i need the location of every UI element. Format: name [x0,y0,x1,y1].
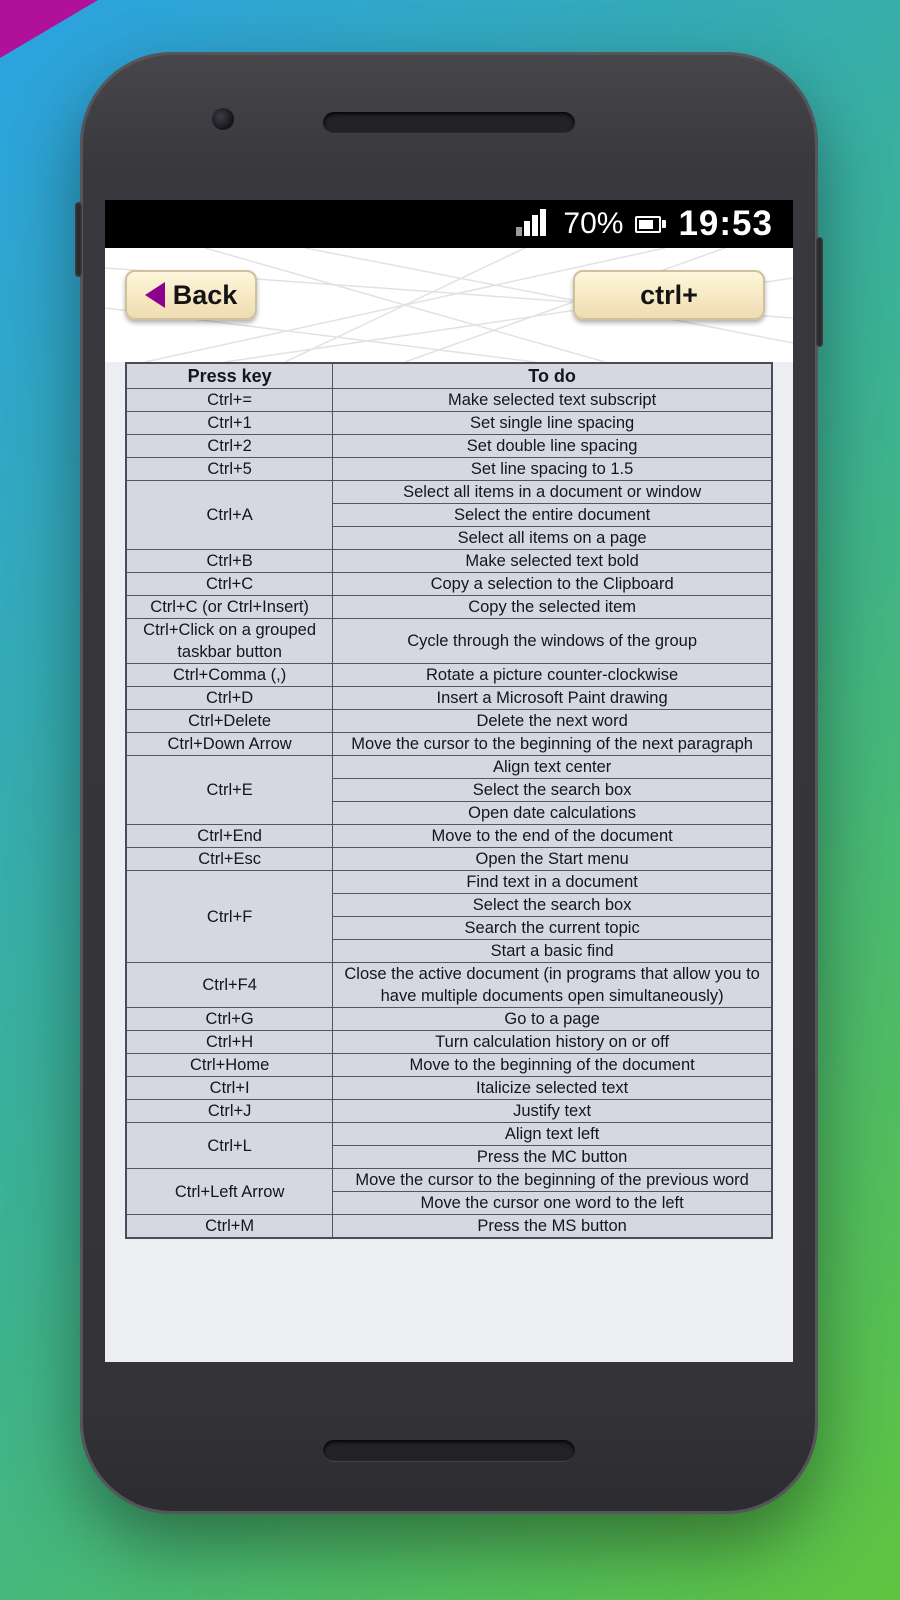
table-row [126,963,772,1008]
action-cell: Cycle through the windows of the group [333,619,772,664]
table-row [126,596,772,619]
key-cell: Ctrl+F [126,871,333,963]
back-button-label: Back [172,279,238,310]
action-cell: Italicize selected text [333,1077,772,1100]
key-cell: Ctrl+C [126,573,333,596]
action-cell: Select the search box [333,894,772,917]
key-cell: Ctrl+G [126,1008,333,1031]
key-cell: Ctrl+I [126,1077,333,1100]
key-cell: Ctrl+= [126,389,333,412]
table-row [126,1054,772,1077]
action-cell: Press the MS button [333,1215,772,1239]
table-row [126,573,772,596]
table-row [126,687,772,710]
key-cell: Ctrl+Down Arrow [126,733,333,756]
action-cell: Align text left [333,1123,772,1146]
category-title-label: ctrl+ [640,279,698,310]
action-cell: Start a basic find [333,940,772,963]
header [105,248,793,362]
column-header-to-do: To do [333,363,772,389]
action-cell: Delete the next word [333,710,772,733]
key-cell: Ctrl+C (or Ctrl+Insert) [126,596,333,619]
action-cell: Go to a page [333,1008,772,1031]
table-row [126,710,772,733]
earpiece-speaker [323,112,575,134]
action-cell: Select all items on a page [333,527,772,550]
key-cell: Ctrl+1 [126,412,333,435]
shortcut-table [125,362,773,1239]
action-cell: Justify text [333,1100,772,1123]
action-cell: Set double line spacing [333,435,772,458]
volume-button [75,202,82,277]
table-row [126,1100,772,1123]
action-cell: Insert a Microsoft Paint drawing [333,687,772,710]
key-cell: Ctrl+E [126,756,333,825]
key-cell: Ctrl+End [126,825,333,848]
table-header-row [126,363,772,389]
clock: 19:53 [678,204,773,243]
key-cell: Ctrl+Esc [126,848,333,871]
table-row [126,1123,772,1146]
key-cell: Ctrl+Comma (,) [126,664,333,687]
action-cell: Close the active document (in programs that allow you to have multiple documents open simultaneously) [333,963,772,1008]
action-cell: Make selected text subscript [333,389,772,412]
key-cell: Ctrl+2 [126,435,333,458]
action-cell: Select all items in a document or window [333,481,772,504]
key-cell: Ctrl+M [126,1215,333,1239]
key-cell: Ctrl+L [126,1123,333,1169]
corner-triangle-decoration [0,0,98,58]
action-cell: Rotate a picture counter-clockwise [333,664,772,687]
table-row [126,1215,772,1239]
table-row [126,848,772,871]
action-cell: Move the cursor to the beginning of the previous word [333,1169,772,1192]
table-row [126,389,772,412]
left-triangle-icon [145,282,165,308]
category-title-button[interactable] [573,270,765,320]
table-row [126,619,772,664]
key-cell: Ctrl+Home [126,1054,333,1077]
action-cell: Set line spacing to 1.5 [333,458,772,481]
action-cell: Move the cursor to the beginning of the next paragraph [333,733,772,756]
table-row [126,1031,772,1054]
bottom-speaker [323,1440,575,1462]
action-cell: Find text in a document [333,871,772,894]
key-cell: Ctrl+5 [126,458,333,481]
table-row [126,664,772,687]
key-cell: Ctrl+B [126,550,333,573]
shortcut-list-scroll-area[interactable] [105,362,793,1362]
action-cell: Copy the selected item [333,596,772,619]
table-row [126,733,772,756]
action-cell: Move to the end of the document [333,825,772,848]
key-cell: Ctrl+Click on a grouped taskbar button [126,619,333,664]
action-cell: Move the cursor one word to the left [333,1192,772,1215]
table-row [126,825,772,848]
action-cell: Turn calculation history on or off [333,1031,772,1054]
table-row [126,871,772,894]
action-cell: Copy a selection to the Clipboard [333,573,772,596]
action-cell: Select the search box [333,779,772,802]
action-cell: Search the current topic [333,917,772,940]
table-row [126,435,772,458]
action-cell: Select the entire document [333,504,772,527]
action-cell: Press the MC button [333,1146,772,1169]
table-row [126,458,772,481]
key-cell: Ctrl+Delete [126,710,333,733]
back-button[interactable] [125,270,257,320]
action-cell: Open the Start menu [333,848,772,871]
battery-icon [635,216,666,233]
signal-bars-icon [515,208,551,241]
action-cell: Make selected text bold [333,550,772,573]
table-row [126,550,772,573]
key-cell: Ctrl+A [126,481,333,550]
table-row [126,1169,772,1192]
key-cell: Ctrl+J [126,1100,333,1123]
power-button [816,237,823,347]
action-cell: Move to the beginning of the document [333,1054,772,1077]
table-row [126,481,772,504]
key-cell: Ctrl+D [126,687,333,710]
action-cell: Set single line spacing [333,412,772,435]
action-cell: Open date calculations [333,802,772,825]
app-screen [105,200,793,1362]
column-header-press-key: Press key [126,363,333,389]
table-row [126,412,772,435]
key-cell: Ctrl+H [126,1031,333,1054]
action-cell: Align text center [333,756,772,779]
front-camera [212,108,234,130]
status-bar [105,200,793,248]
phone-frame [80,52,818,1514]
table-row [126,756,772,779]
key-cell: Ctrl+F4 [126,963,333,1008]
key-cell: Ctrl+Left Arrow [126,1169,333,1215]
table-row [126,1077,772,1100]
battery-percent: 70% [563,207,624,240]
shortcut-table-body [126,389,772,1239]
table-row [126,1008,772,1031]
